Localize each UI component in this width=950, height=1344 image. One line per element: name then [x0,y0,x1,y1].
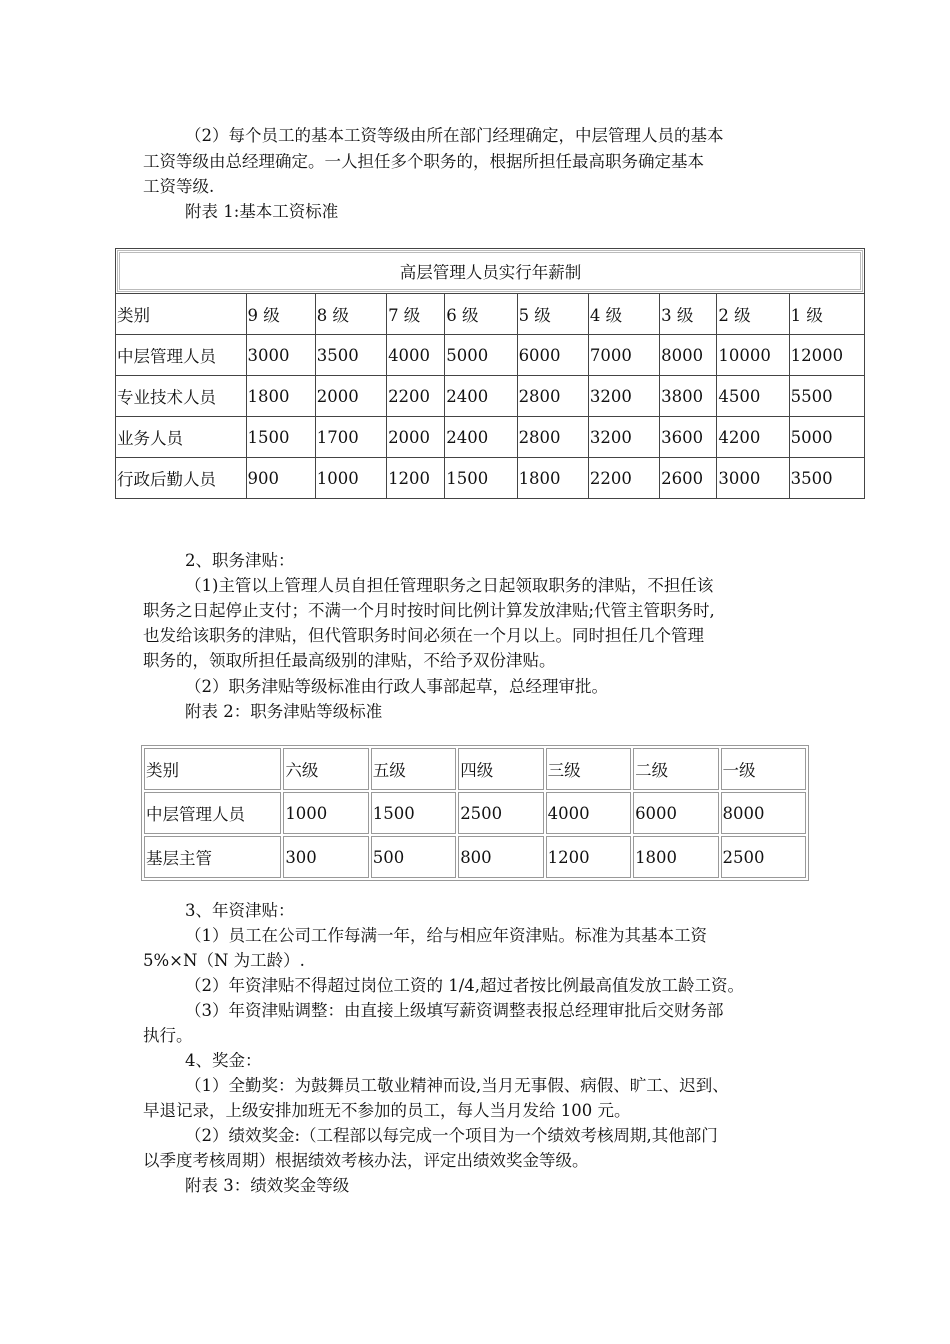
paragraph-line: 5%×N（N 为工龄）. [143,951,305,970]
position-allowance-table [141,745,809,881]
table-cell: 3200 [588,416,659,457]
table-cell: 2800 [517,416,588,457]
header-cell: 一级 [721,748,807,790]
header-cell: 2 级 [716,293,788,334]
header-cell: 类别 [144,748,281,790]
table-cell: 行政后勤人员 [116,457,246,498]
table-cell: 1700 [315,416,386,457]
table-cell: 300 [283,836,368,878]
table-cell: 4000 [546,792,631,834]
table-cell: 2600 [659,457,716,498]
table-cell: 6000 [517,334,588,375]
table-cell: 900 [246,457,315,498]
table-cell: 3200 [588,375,659,416]
header-cell: 9 级 [246,293,315,334]
paragraph-line: 执行。 [143,1026,193,1045]
table-cell: 8000 [721,792,807,834]
table-cell: 4200 [716,416,788,457]
paragraph-line: （3）年资津贴调整：由直接上级填写薪资调整表报总经理审批后交财务部 [185,1001,724,1020]
table-cell: 2400 [444,416,516,457]
table-title: 高层管理人员实行年薪制 [116,249,864,293]
table-cell: 3500 [789,457,864,498]
table-cell: 5000 [789,416,864,457]
table-cell: 2200 [588,457,659,498]
paragraph-line: 职务之日起停止支付；不满一个月时按时间比例计算发放津贴;代管主管职务时, [143,601,715,620]
table-cell: 3500 [315,334,386,375]
table-row [116,416,864,457]
paragraph-line: （2）每个员工的基本工资等级由所在部门经理确定，中层管理人员的基本 [185,126,724,145]
table-cell: 中层管理人员 [116,334,246,375]
table-caption: 附表 3：绩效奖金等级 [185,1176,350,1195]
header-cell: 1 级 [789,293,864,334]
table-cell: 4500 [716,375,788,416]
paragraph-line: 工资等级由总经理确定。一人担任多个职务的，根据所担任最高职务确定基本 [143,152,704,171]
table-cell: 1200 [546,836,631,878]
table-row [116,334,864,375]
header-cell: 6 级 [444,293,516,334]
table-cell: 基层主管 [144,836,281,878]
table-cell: 7000 [588,334,659,375]
paragraph-line: （2）职务津贴等级标准由行政人事部起草，总经理审批。 [185,677,608,696]
paragraph-line: 职务的，领取所担任最高级别的津贴，不给予双份津贴。 [143,651,556,670]
table-cell: 业务人员 [116,416,246,457]
basic-salary-table [115,248,865,499]
paragraph-line: 早退记录，上级安排加班无不参加的员工，每人当月发给 100 元。 [143,1101,631,1120]
table-caption: 附表 1:基本工资标准 [185,202,339,221]
table-cell: 800 [458,836,543,878]
table-cell: 1500 [444,457,516,498]
table-header-row [144,748,806,790]
header-cell: 类别 [116,293,246,334]
table-cell: 1000 [315,457,386,498]
table-cell: 12000 [789,334,864,375]
table-header-row [116,293,864,334]
header-cell: 4 级 [588,293,659,334]
table-cell: 2400 [444,375,516,416]
table-cell: 2800 [517,375,588,416]
table-cell: 3800 [659,375,716,416]
table-cell: 3000 [246,334,315,375]
header-cell: 3 级 [659,293,716,334]
header-cell: 五级 [371,748,456,790]
table-cell: 1200 [386,457,444,498]
paragraph-line: 也发给该职务的津贴，但代管职务时间必须在一个月以上。同时担任几个管理 [143,626,704,645]
table-cell: 1500 [371,792,456,834]
paragraph-line: （1)主管以上管理人员自担任管理职务之日起领取职务的津贴，不担任该 [185,576,714,595]
table-cell: 500 [371,836,456,878]
table-cell: 1800 [633,836,718,878]
paragraph-line: （2）绩效奖金:（工程部以每完成一个项目为一个绩效考核周期,其他部门 [185,1126,718,1145]
header-cell: 7 级 [386,293,444,334]
header-cell: 四级 [458,748,543,790]
table-cell: 10000 [716,334,788,375]
header-cell: 六级 [283,748,368,790]
paragraph-line: （1）员工在公司工作每满一年，给与相应年资津贴。标准为其基本工资 [185,926,707,945]
table-row [116,375,864,416]
table-row [144,836,806,878]
section-heading: 3、年资津贴： [185,901,295,920]
paragraph-line: 工资等级. [143,177,215,196]
section-heading: 2、职务津贴： [185,551,295,570]
table-cell: 1500 [246,416,315,457]
table-cell: 8000 [659,334,716,375]
table-cell: 1800 [246,375,315,416]
table-cell: 2500 [721,836,807,878]
header-cell: 8 级 [315,293,386,334]
table-cell: 2200 [386,375,444,416]
table-cell: 专业技术人员 [116,375,246,416]
header-cell: 三级 [546,748,631,790]
header-cell: 二级 [633,748,718,790]
table-cell: 2500 [458,792,543,834]
table-cell: 2000 [386,416,444,457]
table-cell: 6000 [633,792,718,834]
table-cell: 4000 [386,334,444,375]
table-cell: 1000 [283,792,368,834]
table-cell: 5000 [444,334,516,375]
table-row [144,792,806,834]
table-cell: 3000 [716,457,788,498]
table-caption: 附表 2：职务津贴等级标准 [185,702,383,721]
section-heading: 4、奖金： [185,1051,262,1070]
table-cell: 5500 [789,375,864,416]
paragraph-line: （1）全勤奖：为鼓舞员工敬业精神而设,当月无事假、病假、旷工、迟到、 [185,1076,729,1095]
table-row [116,457,864,498]
paragraph-line: （2）年资津贴不得超过岗位工资的 1/4,超过者按比例最高值发放工龄工资。 [185,976,745,995]
table-cell: 2000 [315,375,386,416]
header-cell: 5 级 [517,293,588,334]
paragraph-line: 以季度考核周期）根据绩效考核办法，评定出绩效奖金等级。 [143,1151,589,1170]
table-cell: 中层管理人员 [144,792,281,834]
table-cell: 3600 [659,416,716,457]
table-cell: 1800 [517,457,588,498]
